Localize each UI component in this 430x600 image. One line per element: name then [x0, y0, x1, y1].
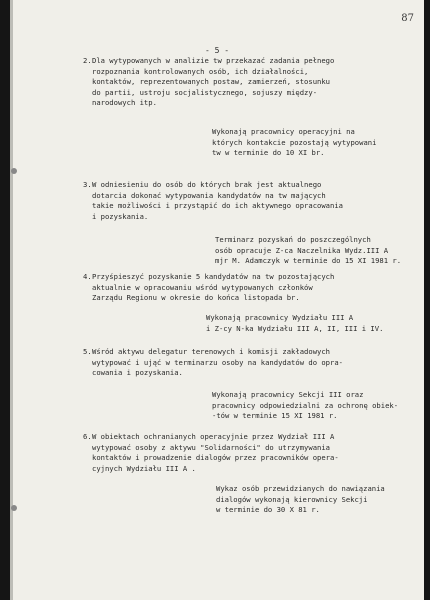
responsible-line: dialogów wykonają kierownicy Sekcji — [216, 494, 368, 504]
item-text-line: do partii, ustroju socjalistycznego, sojuszy między- — [92, 87, 318, 97]
responsible-line: Terminarz pozyskań do poszczególnych — [215, 235, 371, 244]
item-text-line: Wśród aktywu delegatur terenowych i komisji zakładowych — [92, 347, 330, 356]
item-number: 2. — [83, 56, 92, 65]
responsible-line: tw w terminie do 10 XI br. — [212, 148, 325, 158]
binder-hole — [11, 168, 17, 174]
item-text-line: Dla wytypowanych w analizie tw przekazać zadania pełnego — [92, 56, 335, 65]
item-number: 3. — [83, 180, 92, 189]
list-item — [83, 432, 410, 474]
item-text-line: i pozyskania. — [92, 211, 149, 221]
list-item — [83, 56, 410, 109]
responsible-line: -tów w terminie 15 XI 1981 r. — [212, 411, 338, 421]
page-number: - 5 - — [205, 46, 230, 55]
responsible-line: Wykonają pracownicy Sekcji III oraz — [212, 390, 364, 399]
item-number: 4. — [83, 272, 92, 281]
archive-page-number: 87 — [401, 13, 414, 24]
item-text-line: W odniesieniu do osób do których brak jest aktualnego — [92, 180, 322, 189]
responsible-note — [216, 484, 385, 516]
item-text-line: rozpoznania kontrolowanych osób, ich działalności, — [92, 66, 309, 76]
item-text-line: kontaktów, reprezentowanych postaw, zamierzeń, stosunku — [92, 77, 330, 87]
item-text-line: dotarcia dokonać wytypowania kandydatów na tw mających — [92, 190, 326, 200]
typewritten-page — [10, 0, 424, 600]
item-text-line: Zarządu Regionu w okresie do końca listopada br. — [92, 293, 300, 303]
item-text-line: cyjnych Wydziału III A . — [92, 463, 196, 473]
item-text-line: wytypować osoby z aktywu "Solidarności" do utrzymywania — [92, 442, 330, 452]
item-text-line: W obiektach ochranianych operacyjnie przez Wydział III A — [92, 432, 335, 441]
responsible-line: Wykonają pracownicy Wydziału III A — [206, 313, 354, 322]
item-text-line: Przyśpieszyć pozyskanie 5 kandydatów na tw pozostających — [92, 272, 335, 281]
responsible-line: osób opracuje Z-ca Naczelnika Wydz.III A — [215, 245, 389, 255]
item-text-line: takie możliwości i przystąpić do ich aktywnego opracowania — [92, 201, 343, 211]
item-number: 6. — [83, 432, 92, 441]
item-text-line: wytypować i ująć w terminarzu osoby na kandydatów do opra- — [92, 357, 343, 367]
item-text-line: narodowych itp. — [92, 98, 157, 108]
item-text-line: kontaktów i prowadzenie dialogów przez pracowników opera- — [92, 453, 339, 463]
responsible-line: w terminie do 30 X 81 r. — [216, 505, 320, 515]
item-text-line: cowania i pozyskania. — [92, 368, 183, 378]
list-item — [83, 180, 410, 222]
responsible-line: Wykaz osób przewidzianych do nawiązania — [216, 484, 385, 493]
responsible-note — [206, 313, 383, 334]
responsible-line: mjr M. Adamczyk w terminie do 15 XI 1981 r. — [215, 256, 402, 266]
responsible-line: i Z-cy N-ka Wydziału III A, II, III i IV. — [206, 323, 384, 333]
list-item — [83, 347, 410, 379]
responsible-line: których kontakcie pozostają wytypowani — [212, 137, 377, 147]
list-item — [83, 272, 410, 304]
responsible-note — [215, 235, 401, 267]
item-text-line: aktualnie w opracowaniu wśród wytypowanych członków — [92, 282, 313, 292]
responsible-line: Wykonają pracownicy operacyjni na — [212, 127, 355, 136]
responsible-line: pracownicy odpowiedzialni za ochronę obiek- — [212, 400, 399, 410]
item-number: 5. — [83, 347, 92, 356]
responsible-note — [212, 127, 376, 159]
binder-hole — [11, 505, 17, 511]
responsible-note — [212, 390, 398, 422]
